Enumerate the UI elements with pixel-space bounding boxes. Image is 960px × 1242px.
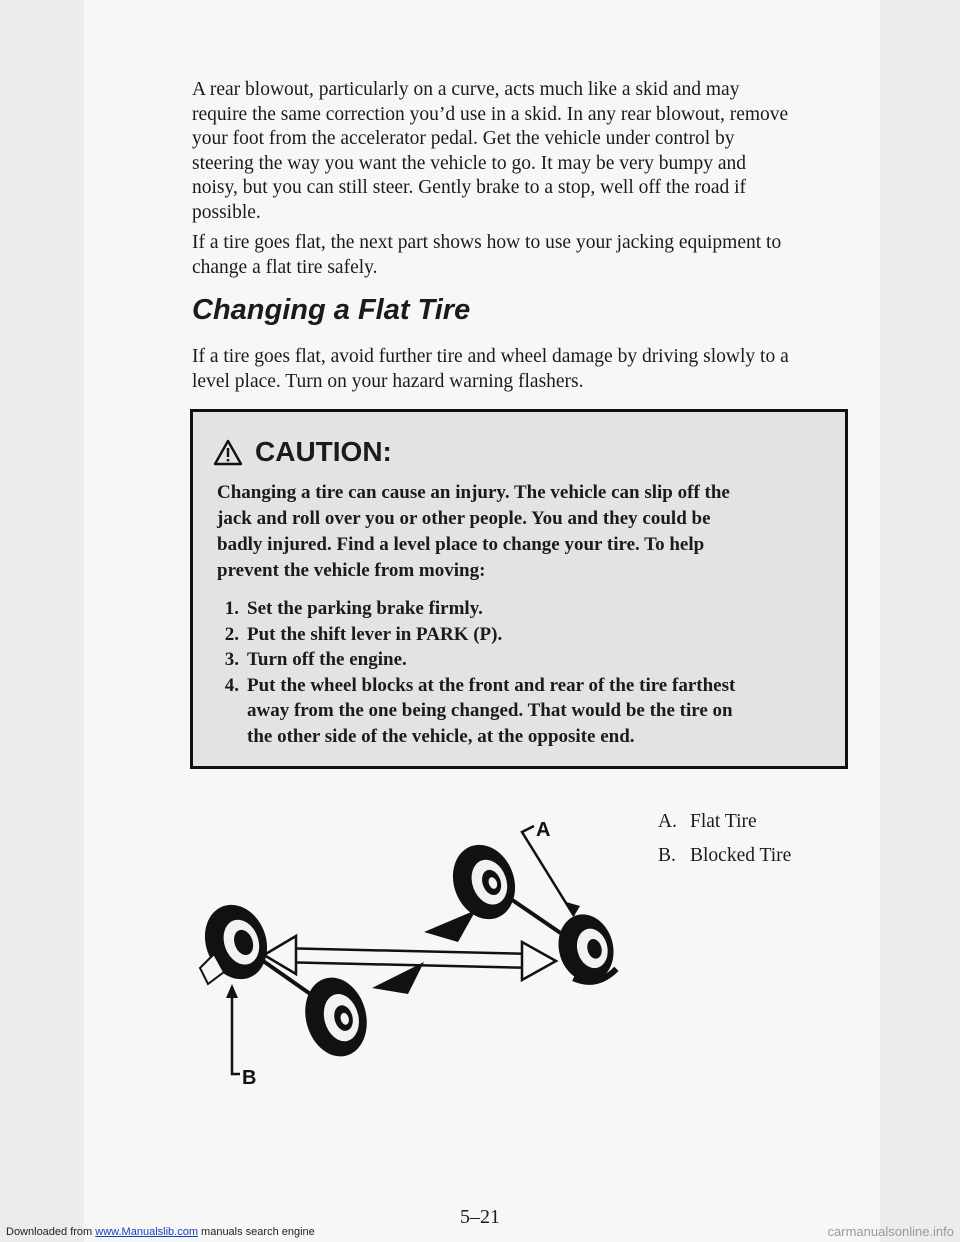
- page-number: 5–21: [460, 1206, 500, 1228]
- caution-heading: [213, 436, 392, 468]
- direction-arrow-upper: [424, 910, 476, 942]
- direction-arrow-lower: [372, 962, 424, 994]
- step-number: 1.: [224, 598, 239, 619]
- caution-steps: [199, 596, 819, 749]
- label-a: A: [536, 819, 551, 841]
- label-b-pointer: [232, 988, 240, 1074]
- caution-text: Changing a tire can cause an injury. The vehicle can slip off the jack and roll over you or other people. You and they could be badly injured. Find a level place to change your tire. To help prevent the vehicle from moving:: [217, 482, 730, 581]
- download-footer: [6, 1226, 315, 1238]
- footer-suffix: manuals search engine: [197, 1226, 315, 1238]
- section-title: Changing a Flat Tire: [192, 294, 471, 326]
- step-text: Set the parking brake firmly.: [247, 598, 483, 619]
- caution-step: [199, 673, 819, 750]
- legend-letter: A.: [658, 811, 677, 832]
- caution-label: CAUTION:: [255, 436, 392, 467]
- legend-item: [658, 839, 791, 873]
- caution-step: [199, 596, 819, 622]
- caution-step: [199, 647, 819, 673]
- legend-letter: B.: [658, 845, 676, 866]
- step-number: 4.: [224, 674, 239, 696]
- step-text: Turn off the engine.: [247, 649, 407, 670]
- label-b: B: [242, 1067, 257, 1089]
- intro-paragraph: If a tire goes flat, avoid further tire and wheel damage by driving slowly to a level place. Turn on your hazard warning flashers.: [192, 346, 789, 392]
- step-text: Put the wheel blocks at the front and rear of the tire farthest away from the one being changed. That would be the tire on the other side of the vehicle, at the opposite end.: [247, 674, 736, 747]
- watermark-text: carmanualsonline.info: [827, 1224, 954, 1239]
- step-number: 3.: [224, 649, 239, 670]
- caution-box: [190, 409, 848, 769]
- legend-item: [658, 805, 791, 839]
- legend-text: Flat Tire: [690, 811, 757, 832]
- figure-legend: [658, 805, 791, 873]
- manualslib-link[interactable]: www.Manualslib.com: [95, 1226, 198, 1238]
- flat-tire: [551, 908, 621, 988]
- tire-far-left: [443, 836, 525, 928]
- legend-text: Blocked Tire: [690, 845, 792, 866]
- rear-blowout-paragraph: A rear blowout, particularly on a curve, acts much like a skid and may require the same correction you’d use in a skid. In any rear blowout, remove your foot from the accelerator pedal. Get the vehicle under control by steering the way you want the vehicle to go. It may be very bumpy and noisy, but you can still steer. Gently brake to a stop, well off the road if possible.: [192, 79, 789, 223]
- flat-tire-paragraph: If a tire goes flat, the next part shows how to use your jacking equipment to change a flat tire safely.: [192, 232, 782, 278]
- tire-near-right: [297, 971, 376, 1064]
- step-number: 2.: [224, 623, 239, 645]
- wheel-diagram: [196, 812, 636, 1102]
- step-text: Put the shift lever in PARK (P).: [247, 623, 503, 645]
- warning-triangle-icon: [213, 439, 243, 466]
- footer-prefix: Downloaded from: [6, 1226, 96, 1238]
- caution-step: [199, 622, 819, 648]
